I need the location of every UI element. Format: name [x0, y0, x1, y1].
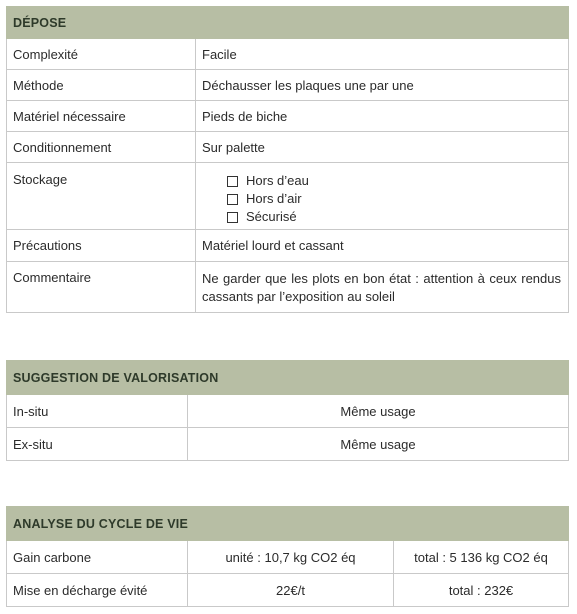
- valorisation-title: SUGGESTION DE VALORISATION: [7, 361, 569, 395]
- valorisation-header: [7, 361, 569, 395]
- table-row: [7, 395, 569, 428]
- checkbox-label: Sécurisé: [246, 209, 297, 224]
- cycle-de-vie-title: ANALYSE DU CYCLE DE VIE: [7, 507, 569, 541]
- depose-table: [6, 6, 569, 313]
- table-row: [7, 262, 569, 313]
- table-row: [7, 132, 569, 163]
- conditionnement-label: Conditionnement: [7, 132, 196, 163]
- ex-situ-value: Même usage: [188, 428, 569, 461]
- decharge-label: Mise en décharge évité: [7, 574, 188, 607]
- materiel-label: Matériel nécessaire: [7, 101, 196, 132]
- materiel-value: Pieds de biche: [196, 101, 569, 132]
- precautions-value: Matériel lourd et cassant: [196, 230, 569, 262]
- methode-label: Méthode: [7, 70, 196, 101]
- complexite-value: Facile: [196, 39, 569, 70]
- stockage-options: [196, 163, 569, 230]
- in-situ-label: In-situ: [7, 395, 188, 428]
- table-row: [7, 230, 569, 262]
- stockage-label: Stockage: [7, 163, 196, 230]
- checkbox-icon[interactable]: [227, 176, 238, 187]
- table-row: [7, 574, 569, 607]
- checkbox-hors-eau[interactable]: [227, 172, 562, 190]
- in-situ-value: Même usage: [188, 395, 569, 428]
- table-row: [7, 428, 569, 461]
- checkbox-icon[interactable]: [227, 194, 238, 205]
- conditionnement-value: Sur palette: [196, 132, 569, 163]
- checkbox-securise[interactable]: [227, 208, 562, 226]
- cycle-de-vie-table: [6, 506, 569, 607]
- commentaire-label: Commentaire: [7, 262, 196, 313]
- table-row: [7, 39, 569, 70]
- depose-header: [7, 7, 569, 39]
- commentaire-value: Ne garder que les plots en bon état : attention à ceux rendus cassants par l’exposition au soleil: [196, 262, 569, 313]
- ex-situ-label: Ex-situ: [7, 428, 188, 461]
- complexite-label: Complexité: [7, 39, 196, 70]
- checkbox-label: Hors d’eau: [246, 173, 309, 188]
- gain-carbone-label: Gain carbone: [7, 541, 188, 574]
- table-row: [7, 541, 569, 574]
- cycle-de-vie-header: [7, 507, 569, 541]
- table-row: [7, 163, 569, 230]
- decharge-unit: 22€/t: [188, 574, 394, 607]
- checkbox-label: Hors d’air: [246, 191, 302, 206]
- gain-carbone-unit: unité : 10,7 kg CO2 éq: [188, 541, 394, 574]
- depose-title: DÉPOSE: [7, 7, 569, 39]
- methode-value: Déchausser les plaques une par une: [196, 70, 569, 101]
- table-row: [7, 70, 569, 101]
- table-row: [7, 101, 569, 132]
- checkbox-hors-air[interactable]: [227, 190, 562, 208]
- valorisation-table: [6, 360, 569, 461]
- checkbox-icon[interactable]: [227, 212, 238, 223]
- precautions-label: Précautions: [7, 230, 196, 262]
- decharge-total: total : 232€: [394, 574, 569, 607]
- gain-carbone-total: total : 5 136 kg CO2 éq: [394, 541, 569, 574]
